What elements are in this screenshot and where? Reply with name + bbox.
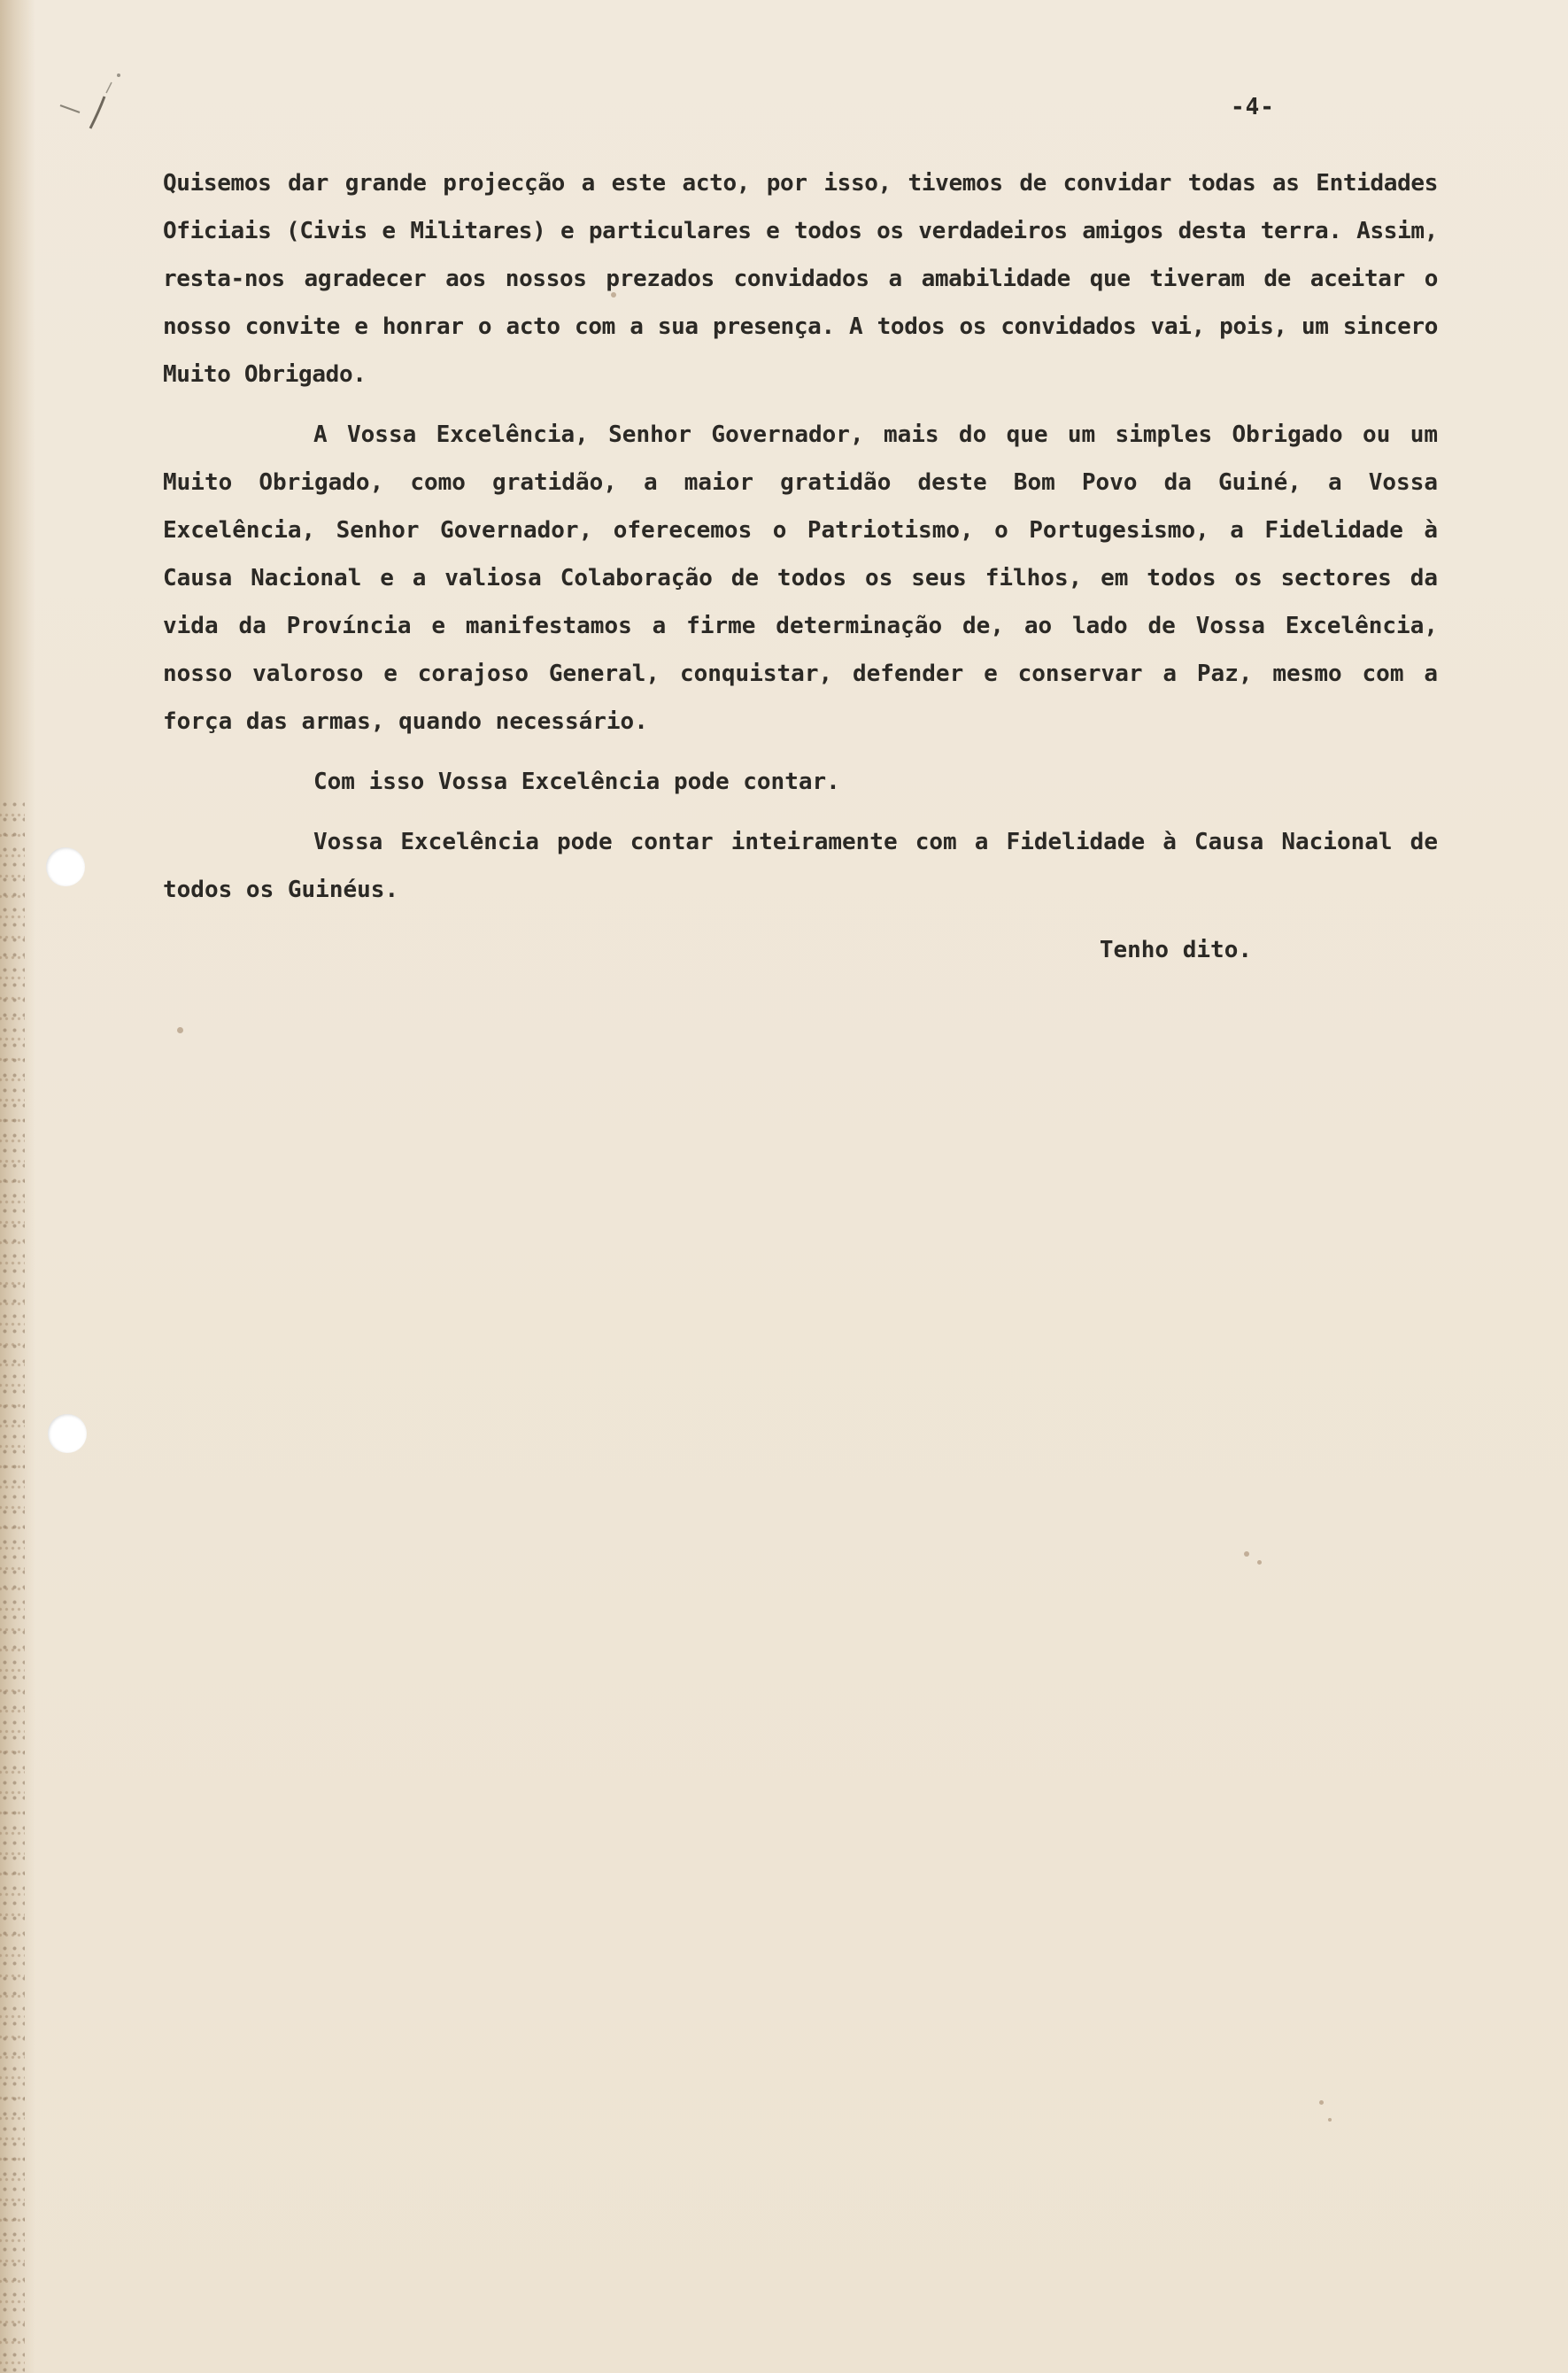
paragraph-governor-gratitude: A Vossa Excelência, Senhor Governador, mais do que um simples Obrigado ou um Muito Obrigado, como gratidão, a maior gratidão deste Bom Povo da Guiné, a Vossa Excelência, Senhor Governador, oferecemos o Patriotismo, o Portugesismo, a Fidelidade à Causa Nacional e a valiosa Colaboração de todos os seus filhos, em todos os sectores da vida da Província e manifestamos a firme determinação de, ao lado de Vossa Excelência, nosso valoroso e corajoso General, conquistar, defender e conservar a Paz, mesmo com a força das armas, quando necessário.: [163, 421, 1438, 735]
paper-speck: [1328, 2118, 1332, 2122]
paper-speck: [177, 1027, 183, 1033]
paper-speck: [1319, 2100, 1324, 2105]
paragraph-can-count: Com isso Vossa Excelência pode contar.: [313, 769, 840, 795]
page-edge-foxing: [0, 797, 25, 2373]
punch-hole-lower: [48, 1414, 87, 1453]
paragraph-fidelity: Vossa Excelência pode contar inteiramente com a Fidelidade à Causa Nacional de todos os Guinéus.: [163, 829, 1438, 903]
page-number: -4-: [1231, 94, 1275, 120]
closing-line: Tenho dito.: [1099, 937, 1252, 963]
paper-speck: [1257, 1560, 1262, 1565]
pencil-mark-icon: [53, 66, 142, 146]
paper-speck: [1244, 1551, 1249, 1557]
letter-body: [163, 159, 1438, 974]
paragraph-invitation-thanks: Quisemos dar grande projecção a este acto, por isso, tivemos de convidar todas as Entidades Oficiais (Civis e Militares) e particulares e todos os verdadeiros amigos desta terra. Assim, resta-nos agradecer aos nossos prezados convidados a amabilidade que tiveram de aceitar o nosso convite e honrar o acto com a sua presença. A todos os convidados vai, pois, um sincero Muito Obrigado.: [163, 170, 1438, 388]
punch-hole-upper: [46, 847, 85, 886]
